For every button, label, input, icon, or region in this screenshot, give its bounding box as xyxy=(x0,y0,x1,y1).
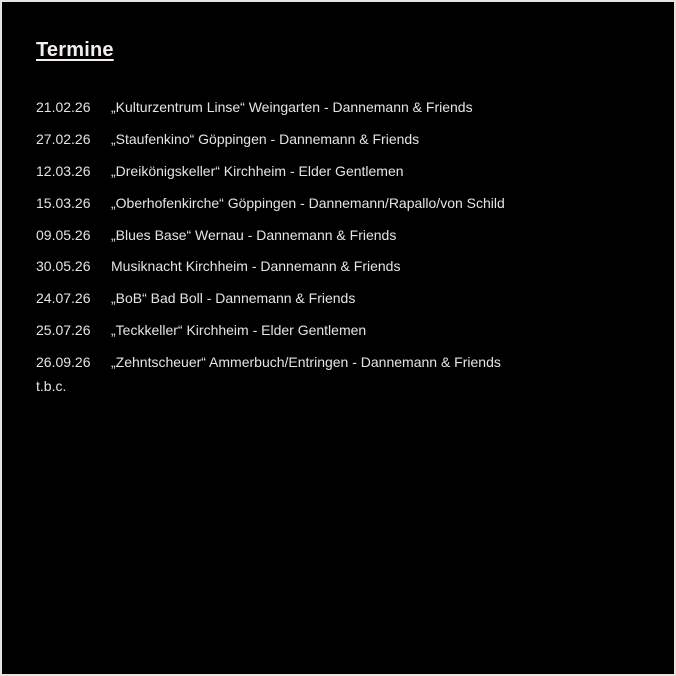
event-row xyxy=(36,123,505,155)
event-date: 15.03.26 xyxy=(36,194,91,211)
event-details: „Staufenkino“ Göppingen - Dannemann & Friends xyxy=(111,130,420,147)
tbc-note: t.b.c. xyxy=(36,378,67,394)
event-row xyxy=(36,155,505,187)
event-row xyxy=(36,219,505,251)
event-date: 27.02.26 xyxy=(36,130,91,147)
event-date: 21.02.26 xyxy=(36,98,91,115)
event-date: 26.09.26 xyxy=(36,354,91,371)
event-details: „Oberhofenkirche“ Göppingen - Dannemann/Rapallo/von Schild xyxy=(111,194,505,211)
schedule-panel xyxy=(2,2,674,674)
event-row xyxy=(36,346,505,378)
event-details: „Teckkeller“ Kirchheim - Elder Gentlemen xyxy=(111,322,367,339)
event-details: „Kulturzentrum Linse“ Weingarten - Dannemann & Friends xyxy=(111,98,473,115)
event-date: 24.07.26 xyxy=(36,290,91,307)
event-date: 12.03.26 xyxy=(36,162,91,179)
event-date: 09.05.26 xyxy=(36,226,91,243)
event-row xyxy=(36,187,505,219)
event-list xyxy=(36,91,505,378)
event-details: „Blues Base“ Wernau - Dannemann & Friends xyxy=(111,226,397,243)
event-details: Musiknacht Kirchheim - Dannemann & Friends xyxy=(111,258,401,275)
event-row xyxy=(36,282,505,314)
page-title: Termine xyxy=(36,39,114,61)
event-row xyxy=(36,250,505,282)
event-row xyxy=(36,91,505,123)
event-row xyxy=(36,314,505,346)
event-details: „Zehntscheuer“ Ammerbuch/Entringen - Dannemann & Friends xyxy=(111,354,501,371)
event-date: 30.05.26 xyxy=(36,258,91,275)
event-details: „Dreikönigskeller“ Kirchheim - Elder Gentlemen xyxy=(111,162,404,179)
event-details: „BoB“ Bad Boll - Dannemann & Friends xyxy=(111,290,356,307)
event-date: 25.07.26 xyxy=(36,322,91,339)
